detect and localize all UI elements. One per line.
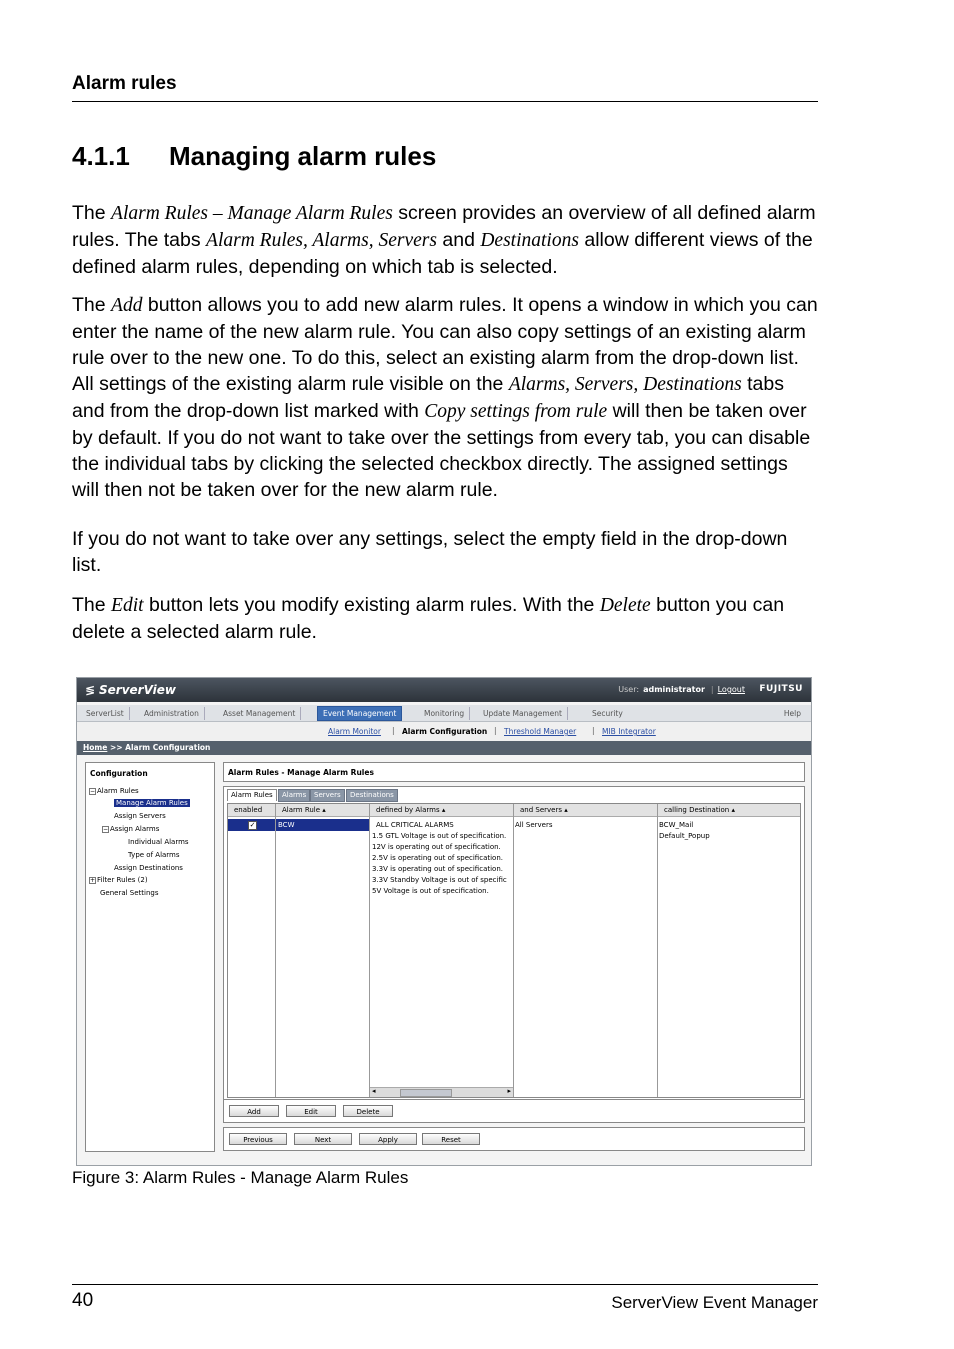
body-text: will then be taken over by default. If you do not want to take over the settings from every tab, you can disable the individual tabs by clicking the selected checkbox directly. The assigned settings will then not be taken over for the new alarm rule. (72, 400, 811, 501)
serverview-logo-icon: ≶ (85, 683, 96, 697)
emphasis-text: Alarm Rules – Manage Alarm Rules (111, 203, 393, 224)
paragraph-1 (72, 200, 818, 280)
sort-icon: ▴ (731, 806, 735, 814)
tree-alarm-rules[interactable]: − Alarm Rules (90, 787, 139, 795)
next-button[interactable]: Next (294, 1133, 352, 1145)
tab-event-management[interactable]: Event Management (317, 706, 402, 721)
edit-button[interactable]: Edit (286, 1105, 336, 1117)
collapse-icon[interactable]: − (90, 787, 96, 795)
cell-rule-name[interactable]: BCW (278, 821, 295, 829)
scroll-right-icon[interactable]: ▸ (507, 1087, 511, 1095)
col-header-enabled[interactable]: enabled (228, 804, 275, 817)
cell-alarm: ALL CRITICAL ALARMS (376, 821, 454, 829)
expand-icon[interactable]: + (90, 876, 96, 884)
tree-assign-servers[interactable]: Assign Servers (114, 812, 166, 820)
configuration-title: Configuration (90, 769, 148, 778)
screenshot-figure (76, 677, 812, 1166)
subtab-destinations[interactable]: Destinations (346, 789, 398, 802)
body-text: The (72, 594, 112, 616)
user-name: administrator (643, 685, 705, 694)
col-header-destinations[interactable]: calling Destination ▴ (658, 804, 800, 817)
paragraph-3 (72, 526, 818, 578)
tab-asset-management[interactable]: Asset Management (218, 707, 301, 720)
scroll-left-icon[interactable]: ◂ (372, 1087, 376, 1095)
tab-serverlist[interactable]: ServerList (81, 707, 130, 720)
subnav-alarm-monitor[interactable]: Alarm Monitor (328, 727, 381, 736)
configuration-panel (85, 762, 215, 1152)
figure-caption: Figure 3: Alarm Rules - Manage Alarm Rules (72, 1168, 409, 1187)
serverview-logo: ≶ ServerView (85, 683, 176, 697)
subnav-threshold-manager[interactable]: Threshold Manager (504, 727, 577, 736)
emphasis-text: Copy settings from rule (424, 401, 608, 422)
tree-general-settings[interactable]: General Settings (100, 889, 159, 897)
add-button[interactable]: Add (229, 1105, 279, 1117)
app-header (77, 678, 811, 702)
tree-filter-rules[interactable]: + Filter Rules (2) (90, 876, 148, 884)
section-heading (72, 141, 436, 172)
breadcrumb-home[interactable]: Home (83, 743, 108, 752)
header-rule (72, 101, 818, 102)
scroll-thumb[interactable] (400, 1089, 452, 1097)
body-text: button you can delete a selected alarm rule. (72, 594, 785, 643)
emphasis-text: Alarm Rules, Alarms, Servers (206, 230, 437, 251)
rule-actions-bar (223, 1099, 805, 1123)
tab-administration[interactable]: Administration (139, 707, 205, 720)
body-text: and (436, 229, 481, 251)
cell-alarm: 1.5 GTL Voltage is out of specification. (372, 832, 507, 840)
sort-icon: ▴ (441, 806, 446, 814)
col-alarms (370, 804, 514, 1097)
alarm-rules-panel (223, 786, 805, 1122)
col-enabled (228, 804, 276, 1097)
col-alarm-rule (276, 804, 370, 1097)
subnav-alarm-configuration[interactable]: Alarm Configuration (402, 727, 488, 736)
cell-alarm: 5V Voltage is out of specification. (372, 887, 489, 895)
sort-icon: ▴ (564, 806, 568, 814)
delete-button[interactable]: Delete (343, 1105, 393, 1117)
body-text: If you do not want to take over any settings, select the empty field in the drop-down list. (72, 528, 788, 576)
col-servers (514, 804, 658, 1097)
reset-button[interactable]: Reset (422, 1133, 480, 1145)
body-text: allow different views of the defined alarm rules, depending on which tab is selected. (72, 229, 813, 278)
content-title: Alarm Rules - Manage Alarm Rules (228, 768, 374, 777)
col-header-alarms[interactable]: defined by Alarms ▴ (370, 804, 513, 817)
breadcrumb (77, 741, 811, 755)
subnav-mib-integrator[interactable]: MIB Integrator (602, 727, 656, 736)
alarm-rules-table (227, 803, 801, 1098)
logout-link[interactable]: Logout (717, 685, 745, 694)
fujitsu-logo: FUJITSU (759, 684, 803, 694)
cell-alarm: 3.3V Standby Voltage is out of specific (372, 876, 507, 884)
main-nav (77, 705, 811, 722)
page-number: 40 (72, 1290, 94, 1311)
cell-destination: Default_Popup (659, 832, 710, 840)
body-text: button allows you to add new alarm rules. It opens a window in which you can enter the name of the new alarm rule. You can also copy settings of an existing alarm rule over to the new one. To do this, select an existing alarm from the drop-down list. All settings of the existing alarm rule visible on the (72, 294, 818, 395)
tree-assign-alarms[interactable]: − Assign Alarms (103, 825, 160, 833)
tree-manage-alarm-rules[interactable]: Manage Alarm Rules (116, 799, 188, 807)
cell-destination: BCW_Mail (659, 821, 694, 829)
tab-update-management[interactable]: Update Management (478, 707, 568, 720)
help-link[interactable]: Help (783, 709, 801, 718)
body-text: tabs and from the drop-down list marked with (72, 373, 784, 422)
subtab-servers[interactable]: Servers (310, 789, 345, 802)
body-text: The (72, 294, 112, 316)
col-destinations (658, 804, 800, 1097)
sort-icon: ▴ (322, 806, 326, 814)
user-area: User: administrator | Logout (618, 685, 745, 694)
cell-alarm: 2.5V is operating out of specification. (372, 854, 503, 862)
section-title: Managing alarm rules (169, 141, 437, 171)
cell-alarm: 3.3V is operating out of specification. (372, 865, 503, 873)
wizard-actions-bar (223, 1127, 805, 1151)
sub-nav: Alarm Monitor | Alarm Configuration | Threshold Manager | MIB Integrator (77, 722, 811, 742)
section-number: 4.1.1 (72, 141, 130, 171)
running-head: Alarm rules (72, 73, 177, 94)
body-text: The (72, 202, 112, 224)
subtab-alarms[interactable]: Alarms (278, 789, 310, 802)
enabled-checkbox[interactable]: ✓ (249, 821, 256, 829)
col-header-servers[interactable]: and Servers ▴ (514, 804, 657, 817)
horizontal-scrollbar[interactable] (370, 1087, 513, 1097)
tab-monitoring[interactable]: Monitoring (419, 707, 470, 720)
collapse-icon[interactable]: − (103, 825, 109, 833)
emphasis-text: Add (111, 295, 143, 316)
paragraph-4 (72, 592, 818, 645)
emphasis-text: Delete (599, 595, 651, 616)
content-title-panel (223, 762, 805, 782)
footer-title: ServerView Event Manager (611, 1293, 818, 1312)
cell-alarm: 12V is operating out of specification. (372, 843, 501, 851)
subtab-alarm-rules[interactable]: Alarm Rules (227, 789, 277, 801)
apply-button[interactable]: Apply (359, 1133, 417, 1145)
tree-individual-alarms[interactable]: Individual Alarms (128, 838, 189, 846)
paragraph-2 (72, 292, 818, 503)
emphasis-text: Edit (111, 595, 144, 616)
tree-type-of-alarms[interactable]: Type of Alarms (128, 851, 180, 859)
breadcrumb-current: >> Alarm Configuration (109, 743, 211, 752)
cell-servers: All Servers (515, 821, 553, 829)
body-text: screen provides an overview of all defined alarm rules. The tabs (72, 202, 816, 251)
emphasis-text: Destinations (480, 230, 579, 251)
body-text: button lets you modify existing alarm rules. With the (143, 594, 600, 616)
tab-security[interactable]: Security (592, 709, 623, 718)
footer-rule (72, 1284, 818, 1285)
previous-button[interactable]: Previous (229, 1133, 287, 1145)
emphasis-text: Alarms, Servers, Destinations (508, 374, 742, 395)
user-label: User: (618, 685, 640, 694)
tree-assign-destinations[interactable]: Assign Destinations (114, 864, 183, 872)
col-header-alarm-rule[interactable]: Alarm Rule ▴ (276, 804, 369, 817)
